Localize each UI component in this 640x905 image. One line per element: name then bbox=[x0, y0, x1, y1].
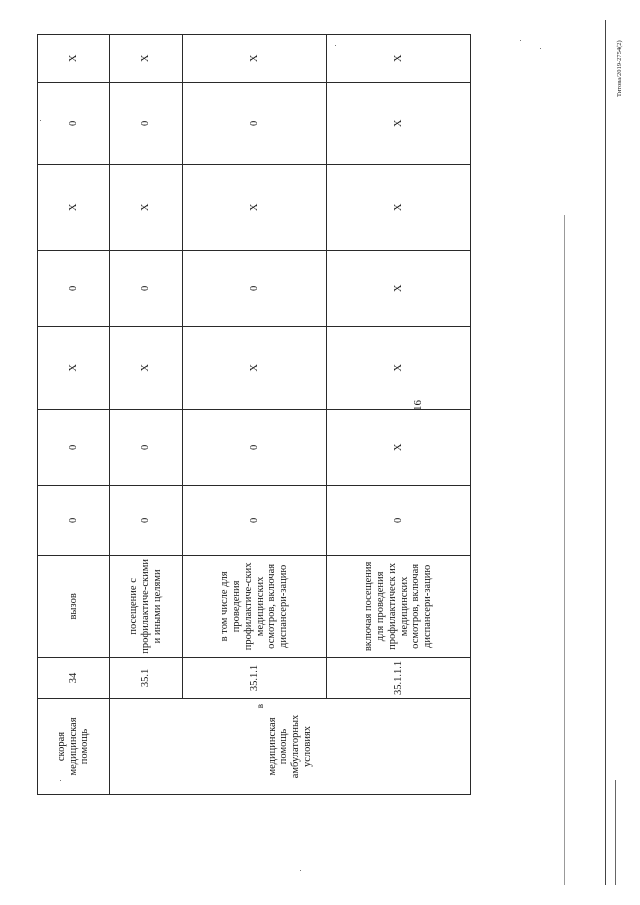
value-cell: X bbox=[38, 34, 110, 82]
value-cell: 0 bbox=[183, 250, 327, 326]
value-cell: X bbox=[183, 34, 327, 82]
category-cell: в медицинская помощь амбулаторных условиях bbox=[110, 699, 471, 795]
label-cell: посещение с профилактиче-скими и иными целями bbox=[110, 555, 183, 657]
value-cell: X bbox=[183, 326, 327, 409]
page-number: 16 bbox=[412, 400, 424, 411]
table-row bbox=[183, 34, 327, 794]
value-cell: X bbox=[327, 409, 471, 485]
label-cell: в том числе для проведения профилактиче-ских медицинских осмотров, включая диспансери-зацию bbox=[183, 555, 327, 657]
value-cell: 0 bbox=[183, 409, 327, 485]
value-cell: X bbox=[110, 326, 183, 409]
value-cell: X bbox=[327, 250, 471, 326]
scan-speck bbox=[540, 48, 541, 49]
scan-edge-line bbox=[615, 780, 616, 885]
value-cell: X bbox=[327, 326, 471, 409]
code-cell: 35.1.1.1 bbox=[327, 657, 471, 698]
table-row bbox=[38, 34, 110, 794]
value-cell: X bbox=[327, 82, 471, 164]
label-cell: включая посещения для проведения профилактическ их медицинских осмотров, включая диспансери-зацию bbox=[327, 555, 471, 657]
label-cell: вызов bbox=[38, 555, 110, 657]
value-cell: 0 bbox=[183, 82, 327, 164]
scan-speck bbox=[40, 120, 41, 121]
scan-speck bbox=[300, 870, 301, 871]
scan-speck bbox=[335, 45, 336, 46]
value-cell: X bbox=[183, 164, 327, 250]
value-cell: X bbox=[110, 164, 183, 250]
scan-edge-line bbox=[605, 20, 606, 885]
value-cell: 0 bbox=[38, 250, 110, 326]
code-cell: 35.1 bbox=[110, 657, 183, 698]
code-cell: 34 bbox=[38, 657, 110, 698]
scan-speck bbox=[60, 780, 61, 781]
value-cell: 0 bbox=[110, 250, 183, 326]
data-table bbox=[37, 34, 471, 795]
code-cell: 35.1.1 bbox=[183, 657, 327, 698]
value-cell: X bbox=[110, 34, 183, 82]
value-cell: 0 bbox=[183, 485, 327, 555]
value-cell: X bbox=[38, 164, 110, 250]
value-cell: 0 bbox=[327, 485, 471, 555]
table-row bbox=[110, 34, 183, 794]
scan-speck bbox=[520, 40, 521, 41]
value-cell: 0 bbox=[110, 82, 183, 164]
value-cell: X bbox=[327, 34, 471, 82]
value-cell: 0 bbox=[38, 82, 110, 164]
value-cell: 0 bbox=[110, 485, 183, 555]
value-cell: 0 bbox=[110, 409, 183, 485]
value-cell: 0 bbox=[38, 485, 110, 555]
table-row bbox=[327, 34, 471, 794]
document-code: Титова/2019-2754(2) bbox=[616, 40, 623, 97]
value-cell: 0 bbox=[38, 409, 110, 485]
value-cell: X bbox=[38, 326, 110, 409]
scan-edge-line bbox=[564, 215, 565, 885]
value-cell: X bbox=[327, 164, 471, 250]
category-cell: скорая медицинская помощь bbox=[38, 699, 110, 795]
